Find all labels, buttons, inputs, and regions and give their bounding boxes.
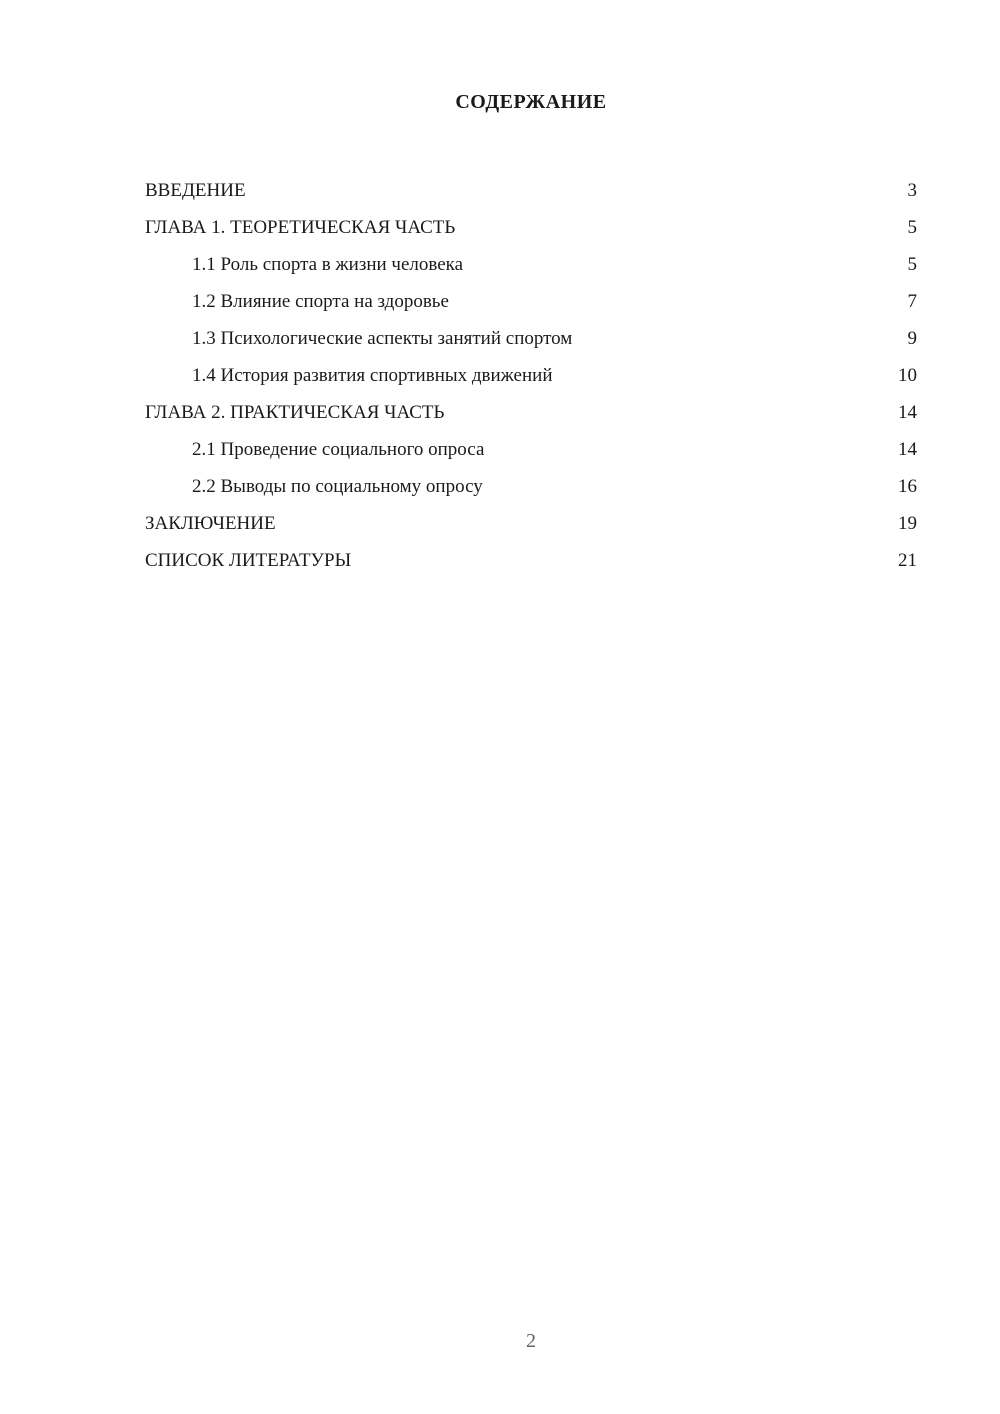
toc-entry-label: 1.3 Психологические аспекты занятий спортом	[192, 327, 573, 349]
toc-entry-page: 5	[907, 253, 917, 275]
toc-entry	[145, 543, 917, 580]
toc-entry-page: 19	[898, 513, 917, 535]
toc-entry	[145, 357, 917, 394]
toc-entry-label: ЗАКЛЮЧЕНИЕ	[145, 513, 276, 535]
toc-entry-label: ГЛАВА 2. ПРАКТИЧЕСКАЯ ЧАСТЬ	[145, 402, 445, 424]
toc-entry-label: 2.1 Проведение социального опроса	[192, 439, 485, 461]
toc-entry	[145, 469, 917, 506]
toc-entry-label: ГЛАВА 1. ТЕОРЕТИЧЕСКАЯ ЧАСТЬ	[145, 216, 456, 238]
page-content	[145, 0, 917, 580]
toc-entry-label: 1.4 История развития спортивных движений	[192, 365, 553, 387]
toc-entry-page: 16	[898, 476, 917, 498]
toc-entry	[145, 283, 917, 320]
toc-entry-label: ВВЕДЕНИЕ	[145, 179, 246, 201]
toc-entry	[145, 209, 917, 246]
table-of-contents	[145, 172, 917, 580]
toc-entry	[145, 320, 917, 357]
toc-entry-label: 2.2 Выводы по социальному опросу	[192, 476, 483, 498]
page-number: 2	[526, 1330, 536, 1352]
toc-entry-label: 1.1 Роль спорта в жизни человека	[192, 253, 464, 275]
toc-entry	[145, 506, 917, 543]
page-title: СОДЕРЖАНИЕ	[455, 91, 607, 113]
toc-entry-page: 14	[898, 439, 917, 461]
toc-entry-label: 1.2 Влияние спорта на здоровье	[192, 290, 449, 312]
toc-entry	[145, 432, 917, 469]
toc-entry	[145, 246, 917, 283]
toc-entry	[145, 172, 917, 209]
toc-entry-page: 10	[898, 365, 917, 387]
toc-entry-page: 5	[907, 216, 917, 238]
toc-entry-page: 9	[907, 327, 917, 349]
toc-entry	[145, 395, 917, 432]
toc-entry-page: 7	[907, 290, 917, 312]
toc-entry-page: 3	[907, 179, 917, 201]
toc-entry-label: СПИСОК ЛИТЕРАТУРЫ	[145, 550, 352, 572]
toc-entry-page: 14	[898, 402, 917, 424]
toc-entry-page: 21	[898, 550, 917, 572]
